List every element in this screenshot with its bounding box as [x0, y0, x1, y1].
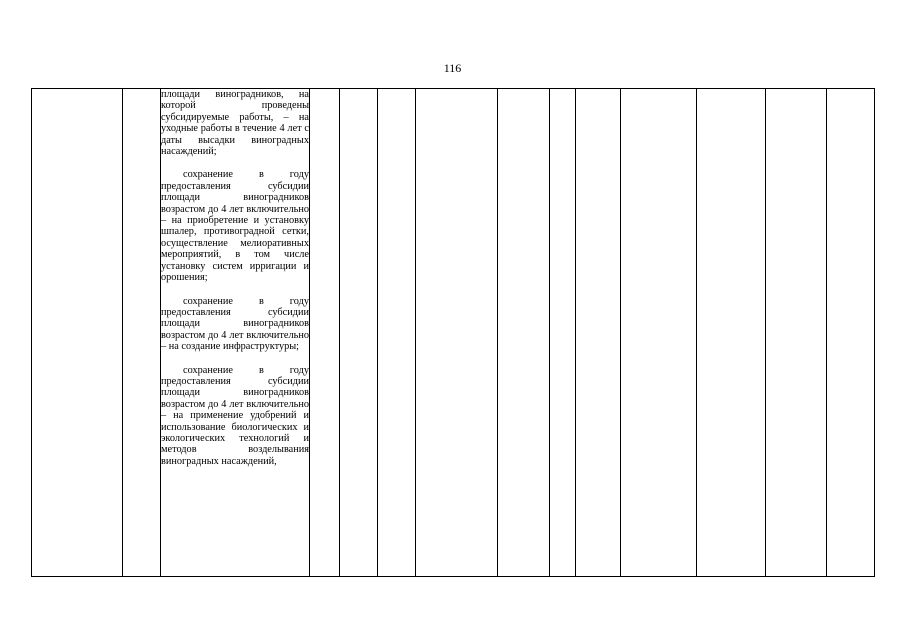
table-cell-7	[416, 89, 498, 577]
table-cell-9	[550, 89, 576, 577]
table-cell-1	[32, 89, 123, 577]
page-number: 116	[443, 61, 462, 75]
paragraph-2: сохранение в году предоставления субсидии площади виноградников возрастом до 4 лет включительно – на приобретение и установку шпалер, противоградной сетки, осуществление мелиоративных мероприятий, в том числе установку систем ирригации и орошения;	[161, 169, 309, 284]
paragraph-4: сохранение в году предоставления субсидии площади виноградников возрастом до 4 лет включительно – на применение удобрений и использование биологических и экологических технологий и методов возделывания виноградных насаждений,	[161, 364, 309, 467]
table-cell-4	[310, 89, 340, 577]
table-cell-14	[827, 89, 875, 577]
document-table	[31, 88, 875, 577]
table-cell-5	[340, 89, 378, 577]
paragraph-3: сохранение в году предоставления субсидии площади виноградников возрастом до 4 лет включительно – на создание инфраструктуры;	[161, 295, 309, 353]
table-cell-13	[766, 89, 827, 577]
table-cell-description	[161, 89, 310, 577]
table-cell-6	[378, 89, 416, 577]
table-cell-12	[697, 89, 766, 577]
table-row	[32, 89, 875, 577]
paragraph-1: площади виноградников, на которой проведены субсидируемые работы, – на уходные работы в течение 4 лет с даты высадки виноградных насаждений;	[161, 89, 309, 158]
table-cell-8	[498, 89, 550, 577]
table-cell-2	[123, 89, 161, 577]
table-cell-11	[621, 89, 697, 577]
table-cell-10	[576, 89, 621, 577]
